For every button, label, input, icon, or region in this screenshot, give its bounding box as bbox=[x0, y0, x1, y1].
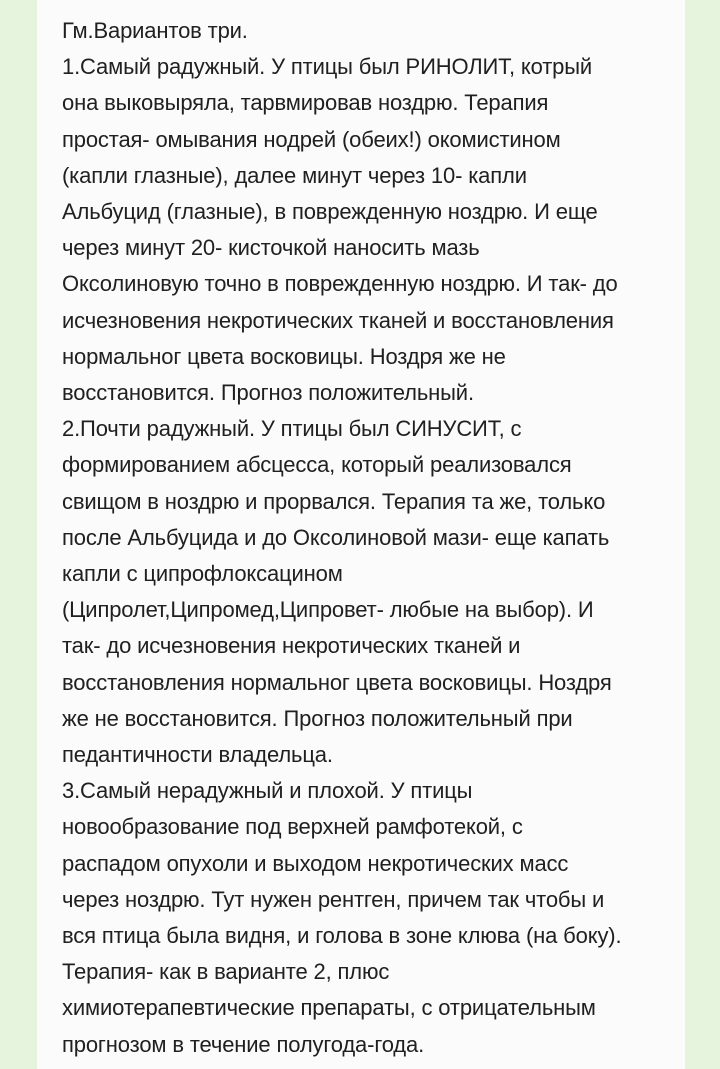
message-line: же не восстановится. Прогноз положительный при bbox=[62, 705, 573, 731]
message-line: свищом в ноздрю и прорвался. Терапия та же, только bbox=[62, 488, 606, 514]
message-line: (капли глазные), далее минут через 10- капли bbox=[62, 162, 527, 188]
message-line: формированием абсцесса, который реализовался bbox=[62, 452, 572, 478]
message-line: 3.Самый нерадужный и плохой. У птицы bbox=[62, 778, 473, 804]
message-line: исчезновения некротических тканей и восстановления bbox=[62, 307, 614, 333]
message-line: химиотерапевтические препараты, с отрицательным bbox=[62, 995, 596, 1021]
message-line: новообразование под верхней рамфотекой, с bbox=[62, 814, 523, 840]
message-line: 2.Почти радужный. У птицы был СИНУСИТ, с bbox=[62, 416, 522, 442]
message-line: через ноздрю. Тут нужен рентген, причем так чтобы и bbox=[62, 886, 605, 912]
message-line: Оксолиновую точно в поврежденную ноздрю. И так- до bbox=[62, 271, 618, 297]
message-line: простая- омывания нодрей (обеих!) окомистином bbox=[62, 126, 561, 152]
message-line: прогнозом в течение полугода-года. bbox=[62, 1031, 425, 1057]
message-line: капли с ципрофлоксацином bbox=[62, 561, 343, 587]
message-line: Гм.Вариантов три. bbox=[62, 18, 248, 43]
message-line: (Ципролет,Ципромед,Ципровет- любые на выбор). И bbox=[62, 597, 594, 623]
message-line: педантичности владельца. bbox=[62, 742, 333, 768]
message-line: вся птица была видня, и голова в зоне клюва (на боку). bbox=[62, 923, 622, 949]
message-line: так- до исчезновения некротических тканей и bbox=[62, 633, 521, 659]
message-line: Терапия- как в варианте 2, плюс bbox=[62, 959, 390, 985]
message-line: 1.Самый радужный. У птицы был РИНОЛИТ, котрый bbox=[62, 54, 593, 80]
message-line: восстановится. Прогноз положительный. bbox=[62, 380, 474, 406]
message-line: нормальног цвета восковицы. Ноздря же не bbox=[62, 343, 506, 369]
message-line: через минут 20- кисточкой наносить мазь bbox=[62, 235, 480, 261]
message-line: Альбуцид (глазные), в поврежденную ноздрю. И еще bbox=[62, 199, 598, 225]
message-line: восстановления нормальног цвета восковицы. Ноздря bbox=[62, 669, 612, 695]
message-bubble bbox=[37, 0, 685, 1069]
message-text[interactable] bbox=[62, 13, 685, 1063]
message-line: после Альбуцида и до Оксолиновой мази- еще капать bbox=[62, 524, 610, 550]
message-line: она выковыряла, тарвмировав ноздрю. Терапия bbox=[62, 90, 549, 116]
message-line: распадом опухоли и выходом некротических масс bbox=[62, 850, 569, 876]
